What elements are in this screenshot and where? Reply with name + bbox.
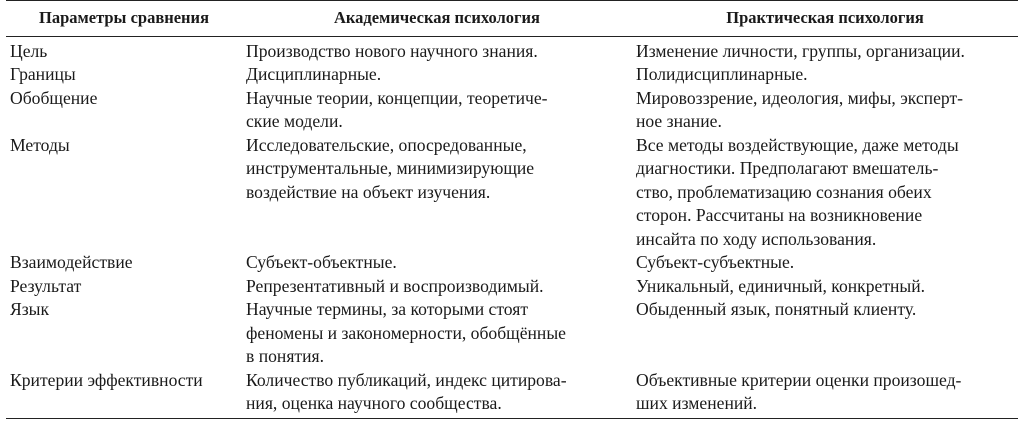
cell-text-line: диагностики. Предполагают вмешатель- xyxy=(636,158,939,178)
cell-academic xyxy=(242,251,632,275)
cell-text-line: воздействие на объект изучения. xyxy=(246,181,491,202)
table-body xyxy=(6,36,1018,418)
cell-practical xyxy=(632,87,1018,134)
cell-text-line: феномены и закономерности, обобщённые xyxy=(246,322,566,343)
table-row xyxy=(6,63,1018,87)
comparison-table xyxy=(6,0,1018,419)
cell-text-line: Язык xyxy=(10,299,50,319)
header-parameters: Параметры сравнения xyxy=(6,1,242,37)
cell-practical xyxy=(632,36,1018,63)
cell-text-line: инсайта по ходу использования. xyxy=(636,228,877,249)
table-row xyxy=(6,275,1018,299)
header-practical: Практическая психология xyxy=(632,1,1018,37)
cell-text-line: ские модели. xyxy=(246,111,343,131)
cell-parameter xyxy=(6,63,242,87)
cell-text-line: ших изменений. xyxy=(636,393,758,413)
table-row xyxy=(6,369,1018,419)
cell-academic xyxy=(242,298,632,369)
cell-text-line: Мировоззрение, идеология, мифы, эксперт- xyxy=(636,87,964,108)
cell-parameter xyxy=(6,87,242,134)
cell-academic xyxy=(242,63,632,87)
table-row xyxy=(6,298,1018,369)
cell-parameter xyxy=(6,275,242,299)
cell-text-line: Уникальный, единичный, конкретный. xyxy=(636,275,926,296)
cell-text-line: Научные термины, за которыми стоят xyxy=(246,299,529,319)
cell-text-line: Изменение личности, группы, организации. xyxy=(636,40,965,61)
cell-text-line: Все методы воздействующие, даже методы xyxy=(636,134,959,155)
header-academic: Академическая психология xyxy=(242,1,632,37)
cell-practical xyxy=(632,251,1018,275)
cell-text-line: Научные теории, концепции, теоретиче- xyxy=(246,87,548,108)
cell-text-line: Цель xyxy=(10,40,48,61)
cell-academic xyxy=(242,275,632,299)
header-row xyxy=(6,1,1018,37)
cell-text-line: Дисциплинарные. xyxy=(246,64,382,84)
table-row xyxy=(6,134,1018,252)
cell-text-line: Исследовательские, опосредованные, xyxy=(246,134,527,155)
cell-text-line: Границы xyxy=(10,64,76,84)
cell-text-line: Количество публикаций, индекс цитирова- xyxy=(246,369,567,390)
cell-text-line: Обыденный язык, понятный клиенту. xyxy=(636,299,917,319)
cell-text-line: Методы xyxy=(10,134,70,155)
cell-practical xyxy=(632,63,1018,87)
cell-practical xyxy=(632,298,1018,369)
cell-text-line: Результат xyxy=(10,275,82,296)
table-row xyxy=(6,87,1018,134)
cell-text-line: Субъект-объектные. xyxy=(246,252,397,272)
cell-parameter xyxy=(6,369,242,419)
cell-parameter xyxy=(6,36,242,63)
cell-text-line: Производство нового научного знания. xyxy=(246,40,538,61)
table-header xyxy=(6,1,1018,37)
cell-parameter xyxy=(6,251,242,275)
cell-text-line: Критерии эффективности xyxy=(10,369,203,390)
cell-parameter xyxy=(6,134,242,252)
cell-academic xyxy=(242,369,632,419)
table-row xyxy=(6,36,1018,63)
cell-academic xyxy=(242,36,632,63)
cell-text-line: ное знание. xyxy=(636,111,722,131)
table-row xyxy=(6,251,1018,275)
cell-academic xyxy=(242,134,632,252)
cell-text-line: сторон. Рассчитаны на возникновение xyxy=(636,205,923,225)
cell-text-line: инструментальные, минимизирующие xyxy=(246,158,535,178)
cell-text-line: ния, оценка научного сообщества. xyxy=(246,393,502,413)
cell-academic xyxy=(242,87,632,134)
cell-practical xyxy=(632,134,1018,252)
cell-text-line: Обобщение xyxy=(10,87,98,108)
cell-practical xyxy=(632,275,1018,299)
cell-text-line: Субъект-субъектные. xyxy=(636,252,795,272)
cell-text-line: Полидисциплинарные. xyxy=(636,64,808,84)
cell-text-line: Взаимодействие xyxy=(10,252,133,272)
cell-parameter xyxy=(6,298,242,369)
cell-text-line: в понятия. xyxy=(246,346,325,366)
cell-text-line: Объективные критерии оценки произошед- xyxy=(636,369,962,390)
cell-text-line: Репрезентативный и воспроизводимый. xyxy=(246,275,544,296)
cell-text-line: ство, проблематизацию сознания обеих xyxy=(636,181,932,202)
cell-practical xyxy=(632,369,1018,419)
